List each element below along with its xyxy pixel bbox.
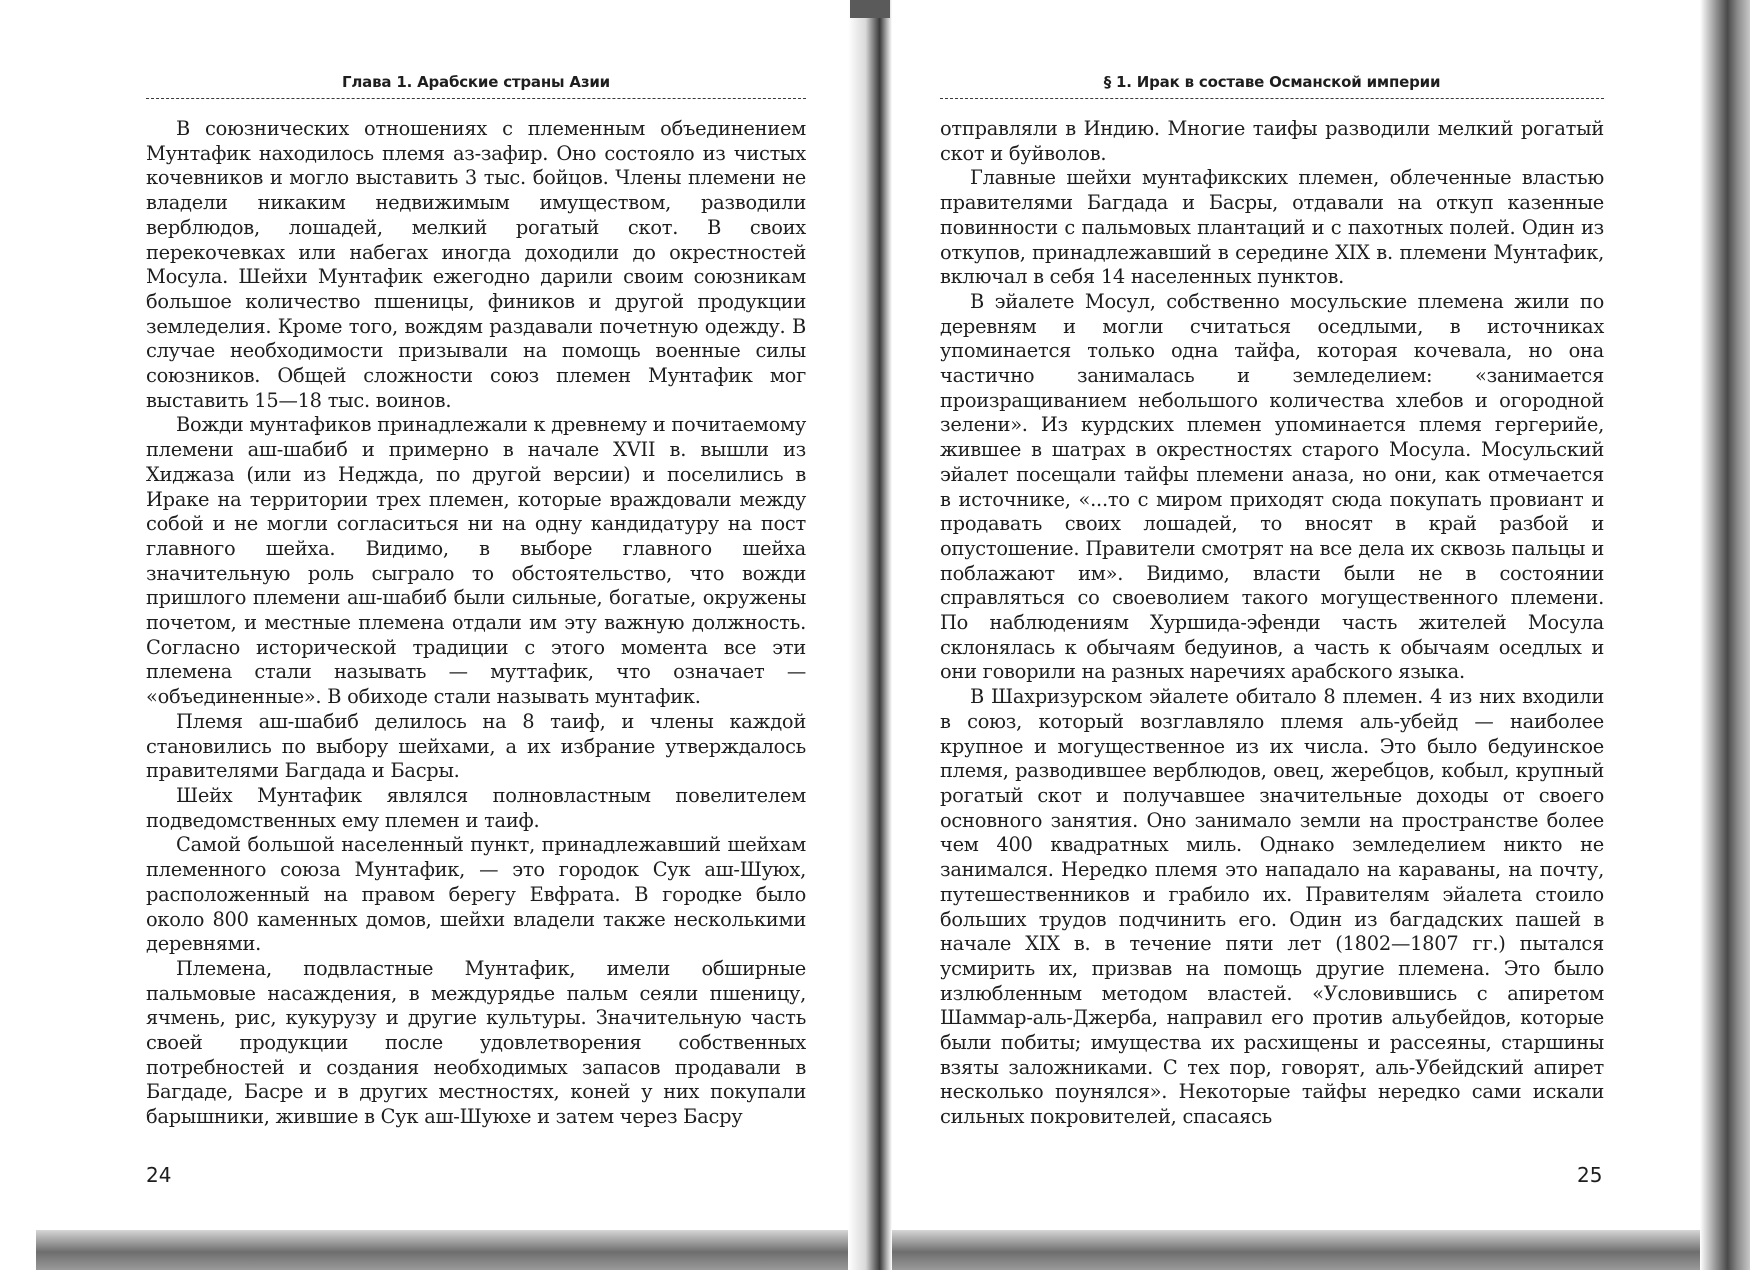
left-page-body [146,117,806,1130]
running-head-left: Глава 1. Арабские страны Азии [342,73,610,91]
page-edge-shadow [1700,0,1750,1270]
paragraph: В Шахризурском эйалете обитало 8 племен. 4 из них входили в союз, который возглавляло племя аль-убейд — наиболее крупное и могущественное из их числа. Это было бедуинское племя, разводившее верблюдов, овец, жеребцов, кобыл, крупный рогатый скот и получавшее значительные доходы от своего основного занятия. Оно занимало земли на пространстве более чем 400 квадратных миль. Однако земледелием никто не занимался. Нередко племя это нападало на караваны, на почту, путешественников и грабило их. Правителям эйалета стоило больших трудов подчинить его. Один из багдадских пашей в начале XIX в. в течение пяти лет (1802—1807 гг.) пытался усмирить их, призвав на помощь другие племена. Это было излюбленным методом властей. «Условившись с апиретом Шаммар-аль-Джерба, направил его против альубейдов, которые были побиты; имущества их расхищены и рассеяны, старшины взяты заложниками. С тех пор, говорят, аль-Убейдский апирет несколько поунялся». Некоторые тайфы нередко сами искали сильных покровителей, спасаясь [940,685,1604,1129]
header-rule-right [940,98,1604,99]
left-page [146,70,806,1130]
header-rule-left [146,98,806,99]
paragraph: Племена, подвластные Мунтафик, имели обширные пальмовые насаждения, в междурядье пальм сеяли пшеницу, ячмень, рис, кукурузу и другие культуры. Значительную часть своей продукции после удовлетворения собственных потребностей и создания необходимых запасов продавали в Багдаде, Басре и в других местностях, коней у них покупали барышники, жившие в Сук аш-Шуюхе и затем через Басру [146,956,806,1129]
paragraph: В эйалете Мосул, собственно мосульские племена жили по деревням и могли считаться оседлыми, в источниках упоминается только одна тайфа, которая кочевала, но она частично занималась и земледелием: «занимается произращиванием небольшого количества хлебов и огородной зелени». Из курдских племен упоминается племя гергерийе, жившее в шатрах в окрестностях старого Мосула. Мосульский эйалет посещали тайфы племени аназа, но они, как отмечается в источнике, «...то с миром приходят сюда покупать провиант и продавать своих лошадей, то вносят в край разбой и опустошение. Правители смотрят на все дела их сквозь пальцы и поблажают им». Видимо, власти были не в состоянии справляться со своеволием такого могущественного племени. По наблюдениям Хуршида-эфенди часть жителей Мосула склонялась к обычаям бедуинов, а часть к обычаям оседлых и они говорили на разных наречиях арабского языка. [940,289,1604,684]
page-number-right: 25 [1577,1163,1603,1187]
page-number-left: 24 [146,1163,172,1187]
book-spine [848,0,892,1270]
running-head-right: § 1. Ирак в составе Османской империи [1103,73,1441,91]
paragraph: Главные шейхи мунтафикских племен, облеченные властью правителями Багдада и Басры, отдавали на откуп казенные повинности с пальмовых плантаций и с пахотных полей. Один из откупов, принадлежавший в середине XIX в. племени Мунтафик, включал в себя 14 населенных пунктов. [940,166,1604,289]
paragraph: В союзнических отношениях с племенным объединением Мунтафик находилось племя аз-зафир. Оно состояло из чистых кочевников и могло выставить 3 тыс. бойцов. Члены племени не владели никаким недвижимым имуществом, разводили верблюдов, лошадей, мелкий рогатый скот. В своих перекочевках или набегах иногда доходили до окрестностей Мосула. Шейхи Мунтафик ежегодно дарили своим союзникам большое количество пшеницы, фиников и другой продукции земледелия. Кроме того, вождям раздавали почетную одежду. В случае необходимости призывали на помощь военные силы союзников. Общей сложности союз племен Мунтафик мог выставить 15—18 тыс. воинов. [146,117,806,412]
paragraph: Племя аш-шабиб делилось на 8 таиф, и члены каждой становились по выбору шейхами, а их избрание утверждалось правителями Багдада и Басры. [146,709,806,783]
right-page [940,70,1604,1130]
right-page-body [940,117,1604,1130]
paragraph: Вожди мунтафиков принадлежали к древнему и почитаемому племени аш-шабиб и примерно в начале XVII в. вышли из Хиджаза (или из Неджда, по другой версии) и поселились в Ираке на территории трех племен, которые враждовали между собой и не могли согласиться ни на одну кандидатуру на пост главного шейха. Видимо, в выборе главного шейха значительную роль сыграло то обстоятельство, что вожди пришлого племени аш-шабиб были сильные, богатые, окружены почетом, и местные племена отдали им эту важную должность. Согласно исторической традиции с этого момента все эти племена стали называть — муттафик, что означает — «объединенные». В обиходе стали называть мунтафик. [146,413,806,709]
paragraph: Самой большой населенный пункт, принадлежавший шейхам племенного союза Мунтафик, — это городок Сук аш-Шуюх, расположенный на правом берегу Евфрата. В городке было около 800 каменных домов, шейхи владели также несколькими деревнями. [146,833,806,956]
scan-bottom-shadow [36,1230,1750,1270]
paragraph: отправляли в Индию. Многие таифы разводили мелкий рогатый скот и буйволов. [940,117,1604,165]
paragraph: Шейх Мунтафик являлся полновластным повелителем подведомственных ему племен и таиф. [146,783,806,832]
spine-top-shadow [850,0,890,18]
